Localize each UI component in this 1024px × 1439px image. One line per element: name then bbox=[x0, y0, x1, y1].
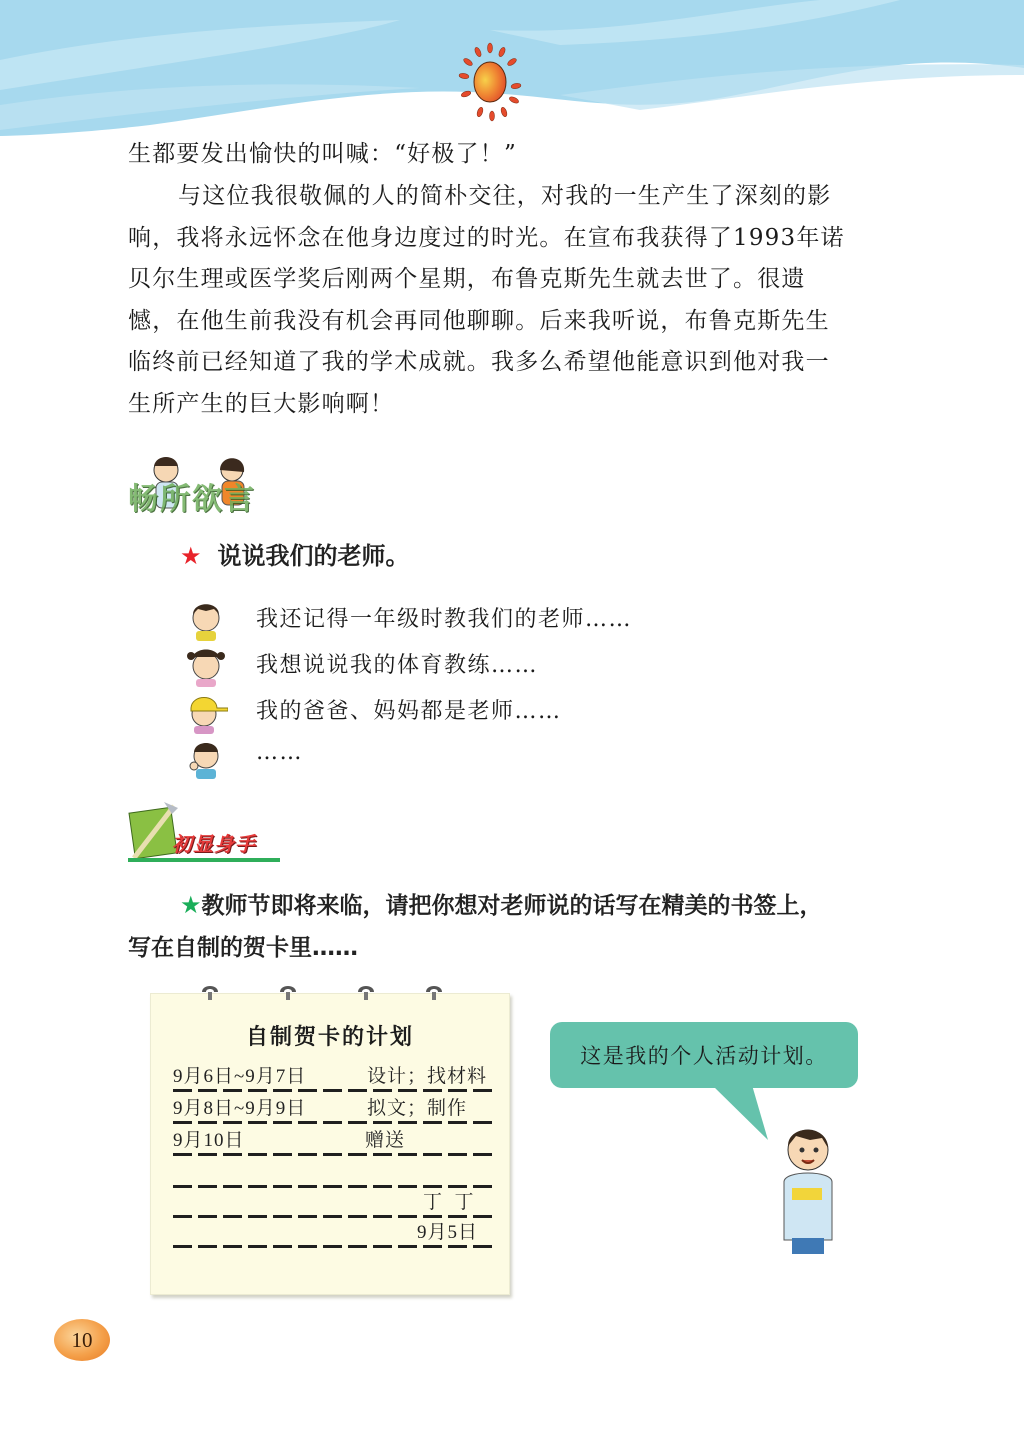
binder-ring-icon bbox=[423, 984, 445, 1006]
plan-card bbox=[150, 993, 510, 1295]
plan-date: 9月8日~9月9日 bbox=[173, 1098, 307, 1119]
passage-paragraph bbox=[128, 176, 898, 425]
practice-task bbox=[128, 884, 908, 969]
girl-avatar-icon bbox=[184, 644, 228, 688]
plan-task: 设计；找材料 bbox=[367, 1066, 488, 1087]
speech-bubble-text: 这是我的个人活动计划。 bbox=[580, 1044, 828, 1068]
speaker-text: 我想说说我的体育教练…… bbox=[256, 653, 539, 678]
section-badge-practice bbox=[126, 800, 286, 866]
passage-line: 响，我将永远怀念在他身边度过的时光。在宣布我获得了1993年诺 bbox=[128, 224, 845, 251]
plan-task: 赠送 bbox=[365, 1130, 406, 1151]
passage-line: 生都要发出愉快的叫喊：“好极了！” bbox=[128, 141, 517, 167]
passage-line: 与这位我很敬佩的人的简朴交往，对我的一生产生了深刻的影 bbox=[178, 183, 832, 209]
binder-ring-icon bbox=[199, 984, 221, 1006]
page-number: 10 bbox=[54, 1319, 110, 1361]
plan-task: 拟文；制作 bbox=[367, 1098, 468, 1119]
plan-row bbox=[173, 1060, 493, 1092]
boy-thinking-avatar-icon bbox=[184, 736, 228, 780]
task-line: ★教师节即将来临，请把你想对老师说的话写在精美的书签上， bbox=[180, 891, 823, 919]
speaker-row bbox=[184, 598, 704, 642]
speaker-text: …… bbox=[256, 740, 303, 765]
passage-line: 生所产生的巨大影响啊！ bbox=[128, 390, 395, 417]
prompt-text: 说说我们的老师。 bbox=[217, 542, 410, 570]
plan-row bbox=[173, 1156, 493, 1188]
plan-date: 9月6日~9月7日 bbox=[173, 1066, 307, 1087]
passage-continuation bbox=[128, 134, 898, 176]
plan-row bbox=[173, 1124, 493, 1156]
speaker-text: 我还记得一年级时教我们的老师…… bbox=[256, 607, 633, 632]
speaker-row bbox=[184, 736, 704, 780]
speaker-row bbox=[184, 644, 704, 688]
speaker-row bbox=[184, 690, 704, 734]
passage-line: 临终前已经知道了我的学术成就。我多么希望他能意识到他对我一 bbox=[128, 349, 830, 375]
speech-bubble bbox=[550, 1022, 858, 1088]
plan-row bbox=[173, 1186, 493, 1218]
speaker-text: 我的爸爸、妈妈都是老师…… bbox=[256, 699, 562, 724]
passage-line: 贝尔生理或医学奖后刚两个星期，布鲁克斯先生就去世了。很遗 bbox=[128, 266, 806, 292]
star-icon: ★ bbox=[180, 542, 202, 570]
plan-row bbox=[173, 1092, 493, 1124]
plan-card-title: 自制贺卡的计划 bbox=[245, 1025, 414, 1050]
girl-cap-avatar-icon bbox=[184, 690, 228, 734]
boy-illustration-icon bbox=[770, 1120, 840, 1255]
passage-line: 憾，在他生前我没有机会再同他聊聊。后来我听说，布鲁克斯先生 bbox=[128, 307, 830, 334]
plan-signed-date: 9月5日 bbox=[417, 1222, 479, 1243]
binder-ring-icon bbox=[277, 984, 299, 1006]
plan-date: 9月10日 bbox=[173, 1130, 245, 1151]
section-badge-label: 畅所欲言 bbox=[128, 482, 256, 517]
discussion-prompt bbox=[180, 536, 410, 571]
task-line: 写在自制的贺卡里…… bbox=[128, 935, 358, 961]
plan-signature: 丁 丁 bbox=[423, 1192, 475, 1213]
binder-ring-icon bbox=[355, 984, 377, 1006]
section-badge-listen bbox=[128, 452, 273, 517]
section-badge-label: 初显身手 bbox=[172, 832, 256, 856]
star-icon: ★ bbox=[180, 891, 202, 919]
boy-avatar-icon bbox=[184, 598, 228, 642]
plan-row bbox=[173, 1216, 493, 1248]
sun-icon bbox=[448, 40, 532, 124]
